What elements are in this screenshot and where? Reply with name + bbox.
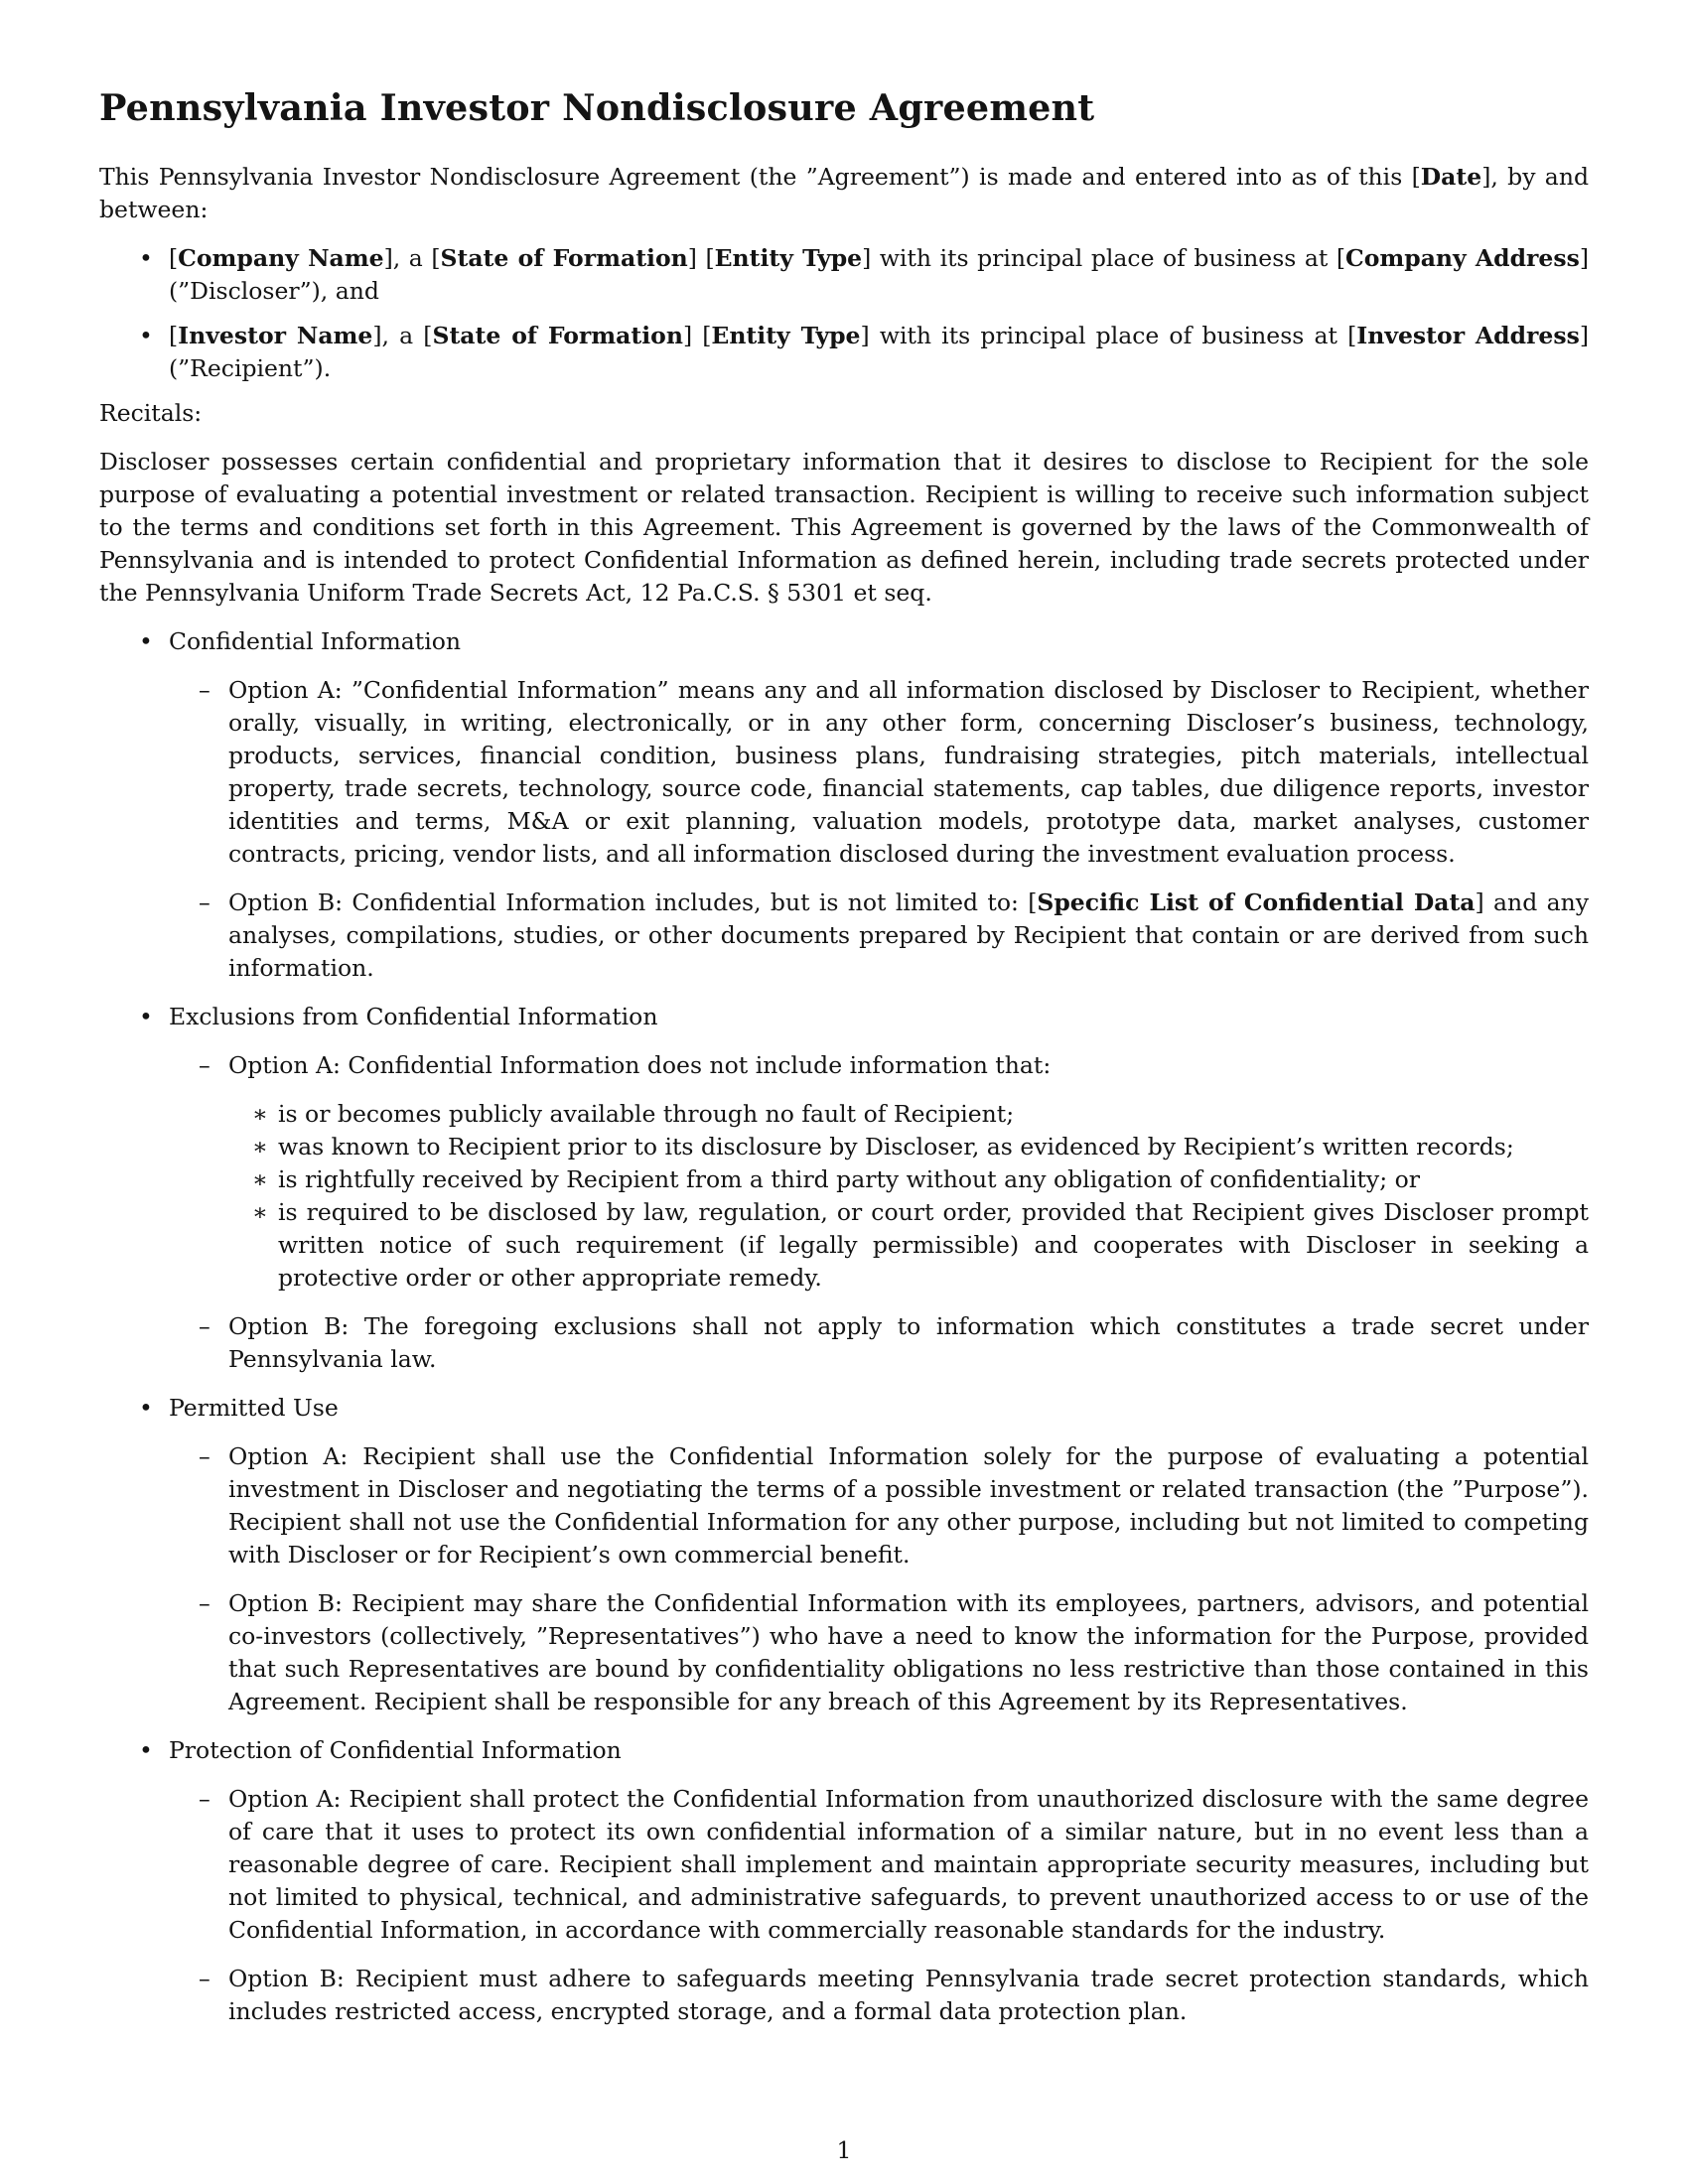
exclusion-item: ∗ is required to be disclosed by law, regulation, or court order, provided that Recipient gives Discloser prompt written notice of such requirement (if legally permissible) and cooperates with Discloser in seeking a protective order or other appropriate remedy. <box>228 1196 1589 1295</box>
option-b: – Option B: Recipient may share the Confidential Information with its employees, partners, advisors, and potential co-investors (collectively, ”Representatives”) who have a need to know the information for the Purpose, provided that such Representatives are bound by confidentiality obligations no less restrictive than those contained in this Agreement. Recipient shall be responsible for any breach of this Agreement by its Representatives. <box>169 1587 1589 1718</box>
party-text: ] with its principal place of business at [ <box>860 322 1357 349</box>
party-text: [ <box>169 244 179 272</box>
section-heading: Permitted Use <box>169 1394 339 1422</box>
options-list <box>169 1783 1589 2028</box>
document-page <box>99 0 1589 2184</box>
section-heading: Confidential Information <box>169 627 462 655</box>
intro-paragraph <box>99 161 1589 226</box>
option-text: ] and any analyses, compilations, studies, or other documents prepared by Recipient that contain or are derived from such information. <box>228 888 1589 982</box>
party-text: ] [ <box>687 244 715 272</box>
party-text: ] with its principal place of business at [ <box>862 244 1346 272</box>
option-b <box>169 887 1589 985</box>
party-role: ] (”Discloser”), and <box>169 244 1589 305</box>
party-text: ], a [ <box>383 244 441 272</box>
options-list <box>169 674 1589 985</box>
company-address-placeholder: Company Address <box>1345 244 1580 272</box>
investor-name-placeholder: Investor Name <box>178 322 373 349</box>
section-heading: Exclusions from Confidential Information <box>169 1003 658 1030</box>
exclusion-item: ∗ is or becomes publicly available through no fault of Recipient; <box>228 1098 1589 1131</box>
options-list <box>169 1440 1589 1718</box>
exclusion-item: ∗ was known to Recipient prior to its disclosure by Discloser, as evidenced by Recipient’s written records; <box>228 1131 1589 1163</box>
section-confidential-information <box>99 625 1589 985</box>
section-permitted-use <box>99 1392 1589 1718</box>
party-role: ] (”Recipient”). <box>169 322 1589 382</box>
section-heading: Protection of Confidential Information <box>169 1736 622 1764</box>
company-name-placeholder: Company Name <box>178 244 384 272</box>
option-b: – Option B: Recipient must adhere to safeguards meeting Pennsylvania trade secret protection standards, which includes restricted access, encrypted storage, and a formal data protection plan. <box>169 1963 1589 2028</box>
entity-type-placeholder: Entity Type <box>714 244 863 272</box>
exclusions-list <box>228 1098 1589 1295</box>
parties-list <box>99 242 1589 385</box>
option-text: Option B: Confidential Information includes, but is not limited to: [ <box>228 888 1038 916</box>
party-discloser <box>99 242 1589 308</box>
document-body <box>99 161 1589 2044</box>
option-b: – Option B: The foregoing exclusions shall not apply to information which constitutes a trade secret under Pennsylvania law. <box>169 1310 1589 1376</box>
party-text: [ <box>169 322 179 349</box>
state-placeholder: State of Formation <box>440 244 688 272</box>
option-text: Option A: Confidential Information does not include information that: <box>228 1051 1052 1079</box>
investor-address-placeholder: Investor Address <box>1356 322 1580 349</box>
option-a: – Option A: Recipient shall protect the Confidential Information from unauthorized disclosure with the same degree of care that it uses to protect its own confidential information of a similar nature, but in no event less than a reasonable degree of care. Recipient shall implement and maintain appropriate security measures, including but not limited to physical, technical, and administrative safeguards, to prevent unauthorized access to or use of the Confidential Information, in accordance with commercially reasonable standards for the industry. <box>169 1783 1589 1947</box>
options-list <box>169 1049 1589 1376</box>
entity-type-placeholder: Entity Type <box>711 322 861 349</box>
state-placeholder: State of Formation <box>432 322 683 349</box>
option-a: – Option A: Recipient shall use the Confidential Information solely for the purpose of evaluating a potential investment in Discloser and negotiating the terms of a possible investment or related transaction (the ”Purpose”). Recipient shall not use the Confidential Information for any other purpose, including but not limited to competing with Discloser or for Recipient’s own commercial benefit. <box>169 1440 1589 1571</box>
exclusion-item: ∗ is rightfully received by Recipient from a third party without any obligation of confidentiality; or <box>228 1163 1589 1196</box>
section-exclusions <box>99 1001 1589 1376</box>
recitals-heading: Recitals: <box>99 399 203 427</box>
intro-text: This Pennsylvania Investor Nondisclosure Agreement (the ”Agreement”) is made and entered into as of this [ <box>99 163 1421 191</box>
specific-list-placeholder: Specific List of Confidential Data <box>1037 888 1476 916</box>
party-text: ], a [ <box>372 322 433 349</box>
page-number: 1 <box>836 2136 852 2164</box>
sections-list <box>99 625 1589 2028</box>
recitals-text: Discloser possesses certain confidential and proprietary information that it desires to disclose to Recipient for the sole purpose of evaluating a potential investment or related transaction. Recipient is willing to receive such information subject to the terms and conditions set forth in this Agreement. This Agreement is governed by the laws of the Commonwealth of Pennsylvania and is intended to protect Confidential Information as defined herein, including trade secrets protected under the Pennsylvania Uniform Trade Secrets Act, 12 Pa.C.S. § 5301 et seq. <box>99 448 1589 607</box>
date-placeholder: Date <box>1420 163 1482 191</box>
intro-text-end: ], by and between: <box>99 163 1589 223</box>
party-text: ] [ <box>682 322 712 349</box>
party-recipient <box>99 320 1589 385</box>
option-a <box>169 1049 1589 1295</box>
section-protection <box>99 1734 1589 2028</box>
option-a: – Option A: ”Confidential Information” means any and all information disclosed by Discloser to Recipient, whether orally, visually, in writing, electronically, or in any other form, concerning Discloser’s business, technology, products, services, financial condition, business plans, fundraising strategies, pitch materials, intellectual property, trade secrets, technology, source code, financial statements, cap tables, due diligence reports, investor identities and terms, M&A or exit planning, valuation models, prototype data, market analyses, customer contracts, pricing, vendor lists, and all information disclosed during the investment evaluation process. <box>169 674 1589 871</box>
document-title: Pennsylvania Investor Nondisclosure Agreement <box>99 86 1095 129</box>
